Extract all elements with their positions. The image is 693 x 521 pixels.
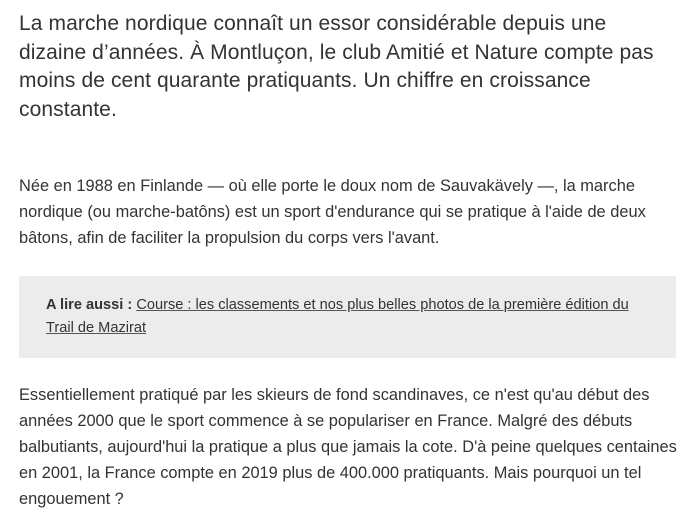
article-paragraph-1: Née en 1988 en Finlande — où elle porte le doux nom de Sauvakävely —, la marche nordique (ou marche-batôns) est un sport d'endurance qui se pratique à l'aide de deux bâtons, afin de faciliter la propulsion du corps vers l'avant. [19,177,646,247]
read-also-label: A lire aussi : [46,297,133,313]
read-also-box [19,276,676,358]
article-paragraph-2: Essentiellement pratiqué par les skieurs de fond scandinaves, ce n'est qu'au début des années 2000 que le sport commence à se populariser en France. Malgré des débuts balbutiants, aujourd'hui la pratique a plus que jamais la cote. D'à peine quelques centaines en 2001, la France compte en 2019 plus de 400.000 pratiquants. Mais pourquoi un tel engouement ? [19,386,677,508]
read-also-link[interactable]: Course : les classements et nos plus belles photos de la première édition du Trail de Mazirat [46,297,629,336]
article-lead: La marche nordique connaît un essor considérable depuis une dizaine d’années. À Montluçon, le club Amitié et Nature compte pas moins de cent quarante pratiquants. Un chiffre en croissance constante. [19,12,654,121]
